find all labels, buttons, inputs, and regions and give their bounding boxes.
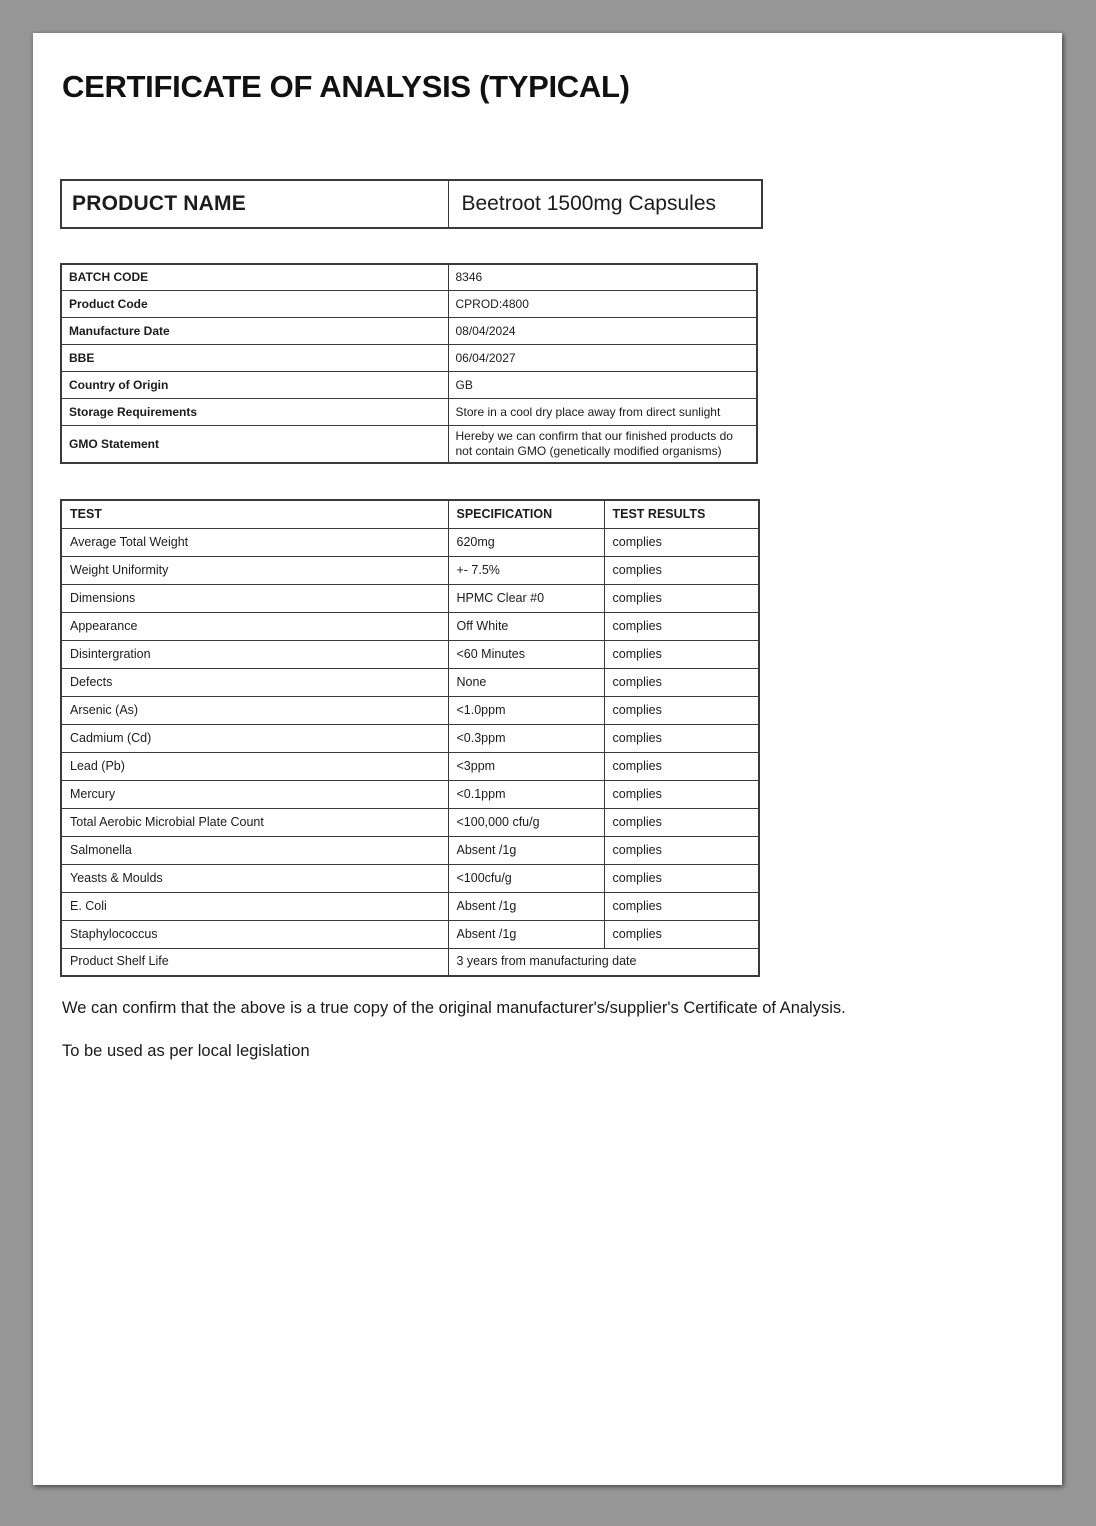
test-name: Lead (Pb)	[61, 752, 448, 780]
test-name: Average Total Weight	[61, 528, 448, 556]
test-name: Mercury	[61, 780, 448, 808]
table-row	[61, 399, 757, 426]
table-row	[61, 920, 759, 948]
test-result: complies	[604, 528, 759, 556]
test-result: complies	[604, 668, 759, 696]
test-specification: <1.0ppm	[448, 696, 604, 724]
detail-label: Manufacture Date	[61, 318, 448, 345]
table-row	[61, 612, 759, 640]
test-name: Appearance	[61, 612, 448, 640]
test-result: complies	[604, 752, 759, 780]
test-name: Weight Uniformity	[61, 556, 448, 584]
table-row	[61, 640, 759, 668]
table-row	[61, 180, 762, 228]
detail-value: Store in a cool dry place away from direct sunlight	[448, 399, 757, 426]
test-specification: Absent /1g	[448, 836, 604, 864]
product-name-table	[60, 179, 763, 229]
table-row	[61, 668, 759, 696]
test-result: complies	[604, 836, 759, 864]
shelf-life-label: Product Shelf Life	[61, 948, 448, 976]
test-result: complies	[604, 892, 759, 920]
test-specification: Absent /1g	[448, 920, 604, 948]
table-row	[61, 836, 759, 864]
test-specification: <0.3ppm	[448, 724, 604, 752]
table-row	[61, 556, 759, 584]
table-row	[61, 696, 759, 724]
test-specification: <3ppm	[448, 752, 604, 780]
test-specification: 620mg	[448, 528, 604, 556]
test-specification: Absent /1g	[448, 892, 604, 920]
test-name: Salmonella	[61, 836, 448, 864]
product-name-value: Beetroot 1500mg Capsules	[448, 180, 762, 228]
test-result: complies	[604, 920, 759, 948]
table-row	[61, 264, 757, 291]
test-name: Cadmium (Cd)	[61, 724, 448, 752]
detail-value: 08/04/2024	[448, 318, 757, 345]
table-row	[61, 724, 759, 752]
test-name: E. Coli	[61, 892, 448, 920]
detail-label: BATCH CODE	[61, 264, 448, 291]
test-result: complies	[604, 724, 759, 752]
test-specification: None	[448, 668, 604, 696]
table-row	[61, 345, 757, 372]
detail-value: 06/04/2027	[448, 345, 757, 372]
table-row	[61, 318, 757, 345]
test-specification: <0.1ppm	[448, 780, 604, 808]
test-name: Arsenic (As)	[61, 696, 448, 724]
table-row	[61, 948, 759, 976]
legislation-text: To be used as per local legislation	[62, 1042, 310, 1061]
table-row	[61, 291, 757, 318]
test-results-table	[60, 499, 760, 977]
test-name: Disintergration	[61, 640, 448, 668]
table-row	[61, 426, 757, 464]
table-header-row	[61, 500, 759, 528]
test-specification: <60 Minutes	[448, 640, 604, 668]
test-result: complies	[604, 696, 759, 724]
detail-value: GB	[448, 372, 757, 399]
table-row	[61, 808, 759, 836]
test-specification: +- 7.5%	[448, 556, 604, 584]
document-title: CERTIFICATE OF ANALYSIS (TYPICAL)	[62, 69, 630, 104]
test-specification: <100,000 cfu/g	[448, 808, 604, 836]
detail-value: Hereby we can confirm that our finished products do not contain GMO (genetically modified organisms)	[448, 426, 757, 464]
test-specification: <100cfu/g	[448, 864, 604, 892]
test-name: Total Aerobic Microbial Plate Count	[61, 808, 448, 836]
detail-label: BBE	[61, 345, 448, 372]
table-row	[61, 752, 759, 780]
detail-value: CPROD:4800	[448, 291, 757, 318]
table-row	[61, 372, 757, 399]
test-name: Yeasts & Moulds	[61, 864, 448, 892]
test-specification: Off White	[448, 612, 604, 640]
document-page	[33, 33, 1062, 1485]
column-header-test-results: TEST RESULTS	[604, 500, 759, 528]
test-result: complies	[604, 584, 759, 612]
test-name: Staphylococcus	[61, 920, 448, 948]
detail-label: Storage Requirements	[61, 399, 448, 426]
test-name: Defects	[61, 668, 448, 696]
product-name-label: PRODUCT NAME	[61, 180, 448, 228]
test-result: complies	[604, 640, 759, 668]
test-result: complies	[604, 612, 759, 640]
table-row	[61, 780, 759, 808]
detail-label: Country of Origin	[61, 372, 448, 399]
shelf-life-value: 3 years from manufacturing date	[448, 948, 759, 976]
confirmation-text: We can confirm that the above is a true copy of the original manufacturer's/supplier's Certificate of Analysis.	[62, 999, 846, 1018]
test-result: complies	[604, 808, 759, 836]
batch-details-table	[60, 263, 758, 465]
detail-label: GMO Statement	[61, 426, 448, 464]
table-row	[61, 864, 759, 892]
column-header-specification: SPECIFICATION	[448, 500, 604, 528]
detail-label: Product Code	[61, 291, 448, 318]
test-result: complies	[604, 556, 759, 584]
table-row	[61, 528, 759, 556]
table-row	[61, 892, 759, 920]
table-row	[61, 584, 759, 612]
test-result: complies	[604, 780, 759, 808]
test-specification: HPMC Clear #0	[448, 584, 604, 612]
detail-value: 8346	[448, 264, 757, 291]
column-header-test: TEST	[61, 500, 448, 528]
test-result: complies	[604, 864, 759, 892]
test-name: Dimensions	[61, 584, 448, 612]
